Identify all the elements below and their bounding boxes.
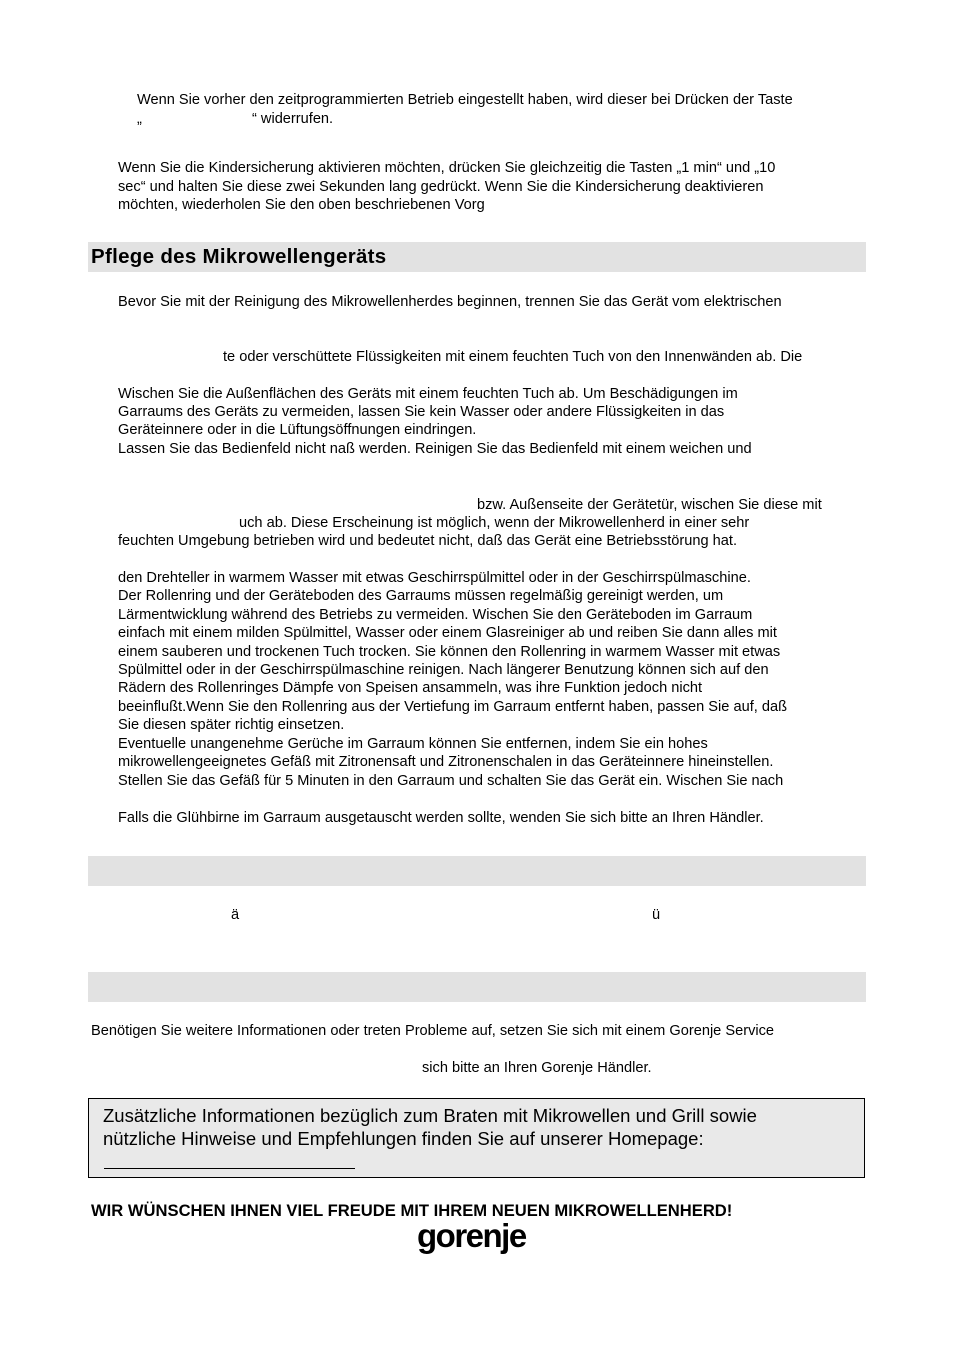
- child-lock-line: Wenn Sie die Kindersicherung aktivieren möchten, drücken Sie gleichzeitig die Tasten „1 min“ und „10: [118, 160, 776, 176]
- care-para-5-line: einfach mit einem milden Spülmittel, Wasser oder einem Glasreiniger ab und reiben Sie dann alles mit: [118, 625, 777, 641]
- care-para-5-line: Spülmittel oder in der Geschirrspülmaschine reinigen. Nach längerer Benutzung können sich auf den: [118, 662, 769, 678]
- care-para-3-line: Geräteinnere oder in die Lüftungsöffnungen eindringen.: [118, 422, 477, 438]
- child-lock-line: möchten, wiederholen Sie den oben beschriebenen Vorg: [118, 197, 485, 213]
- care-para-5-line: Eventuelle unangenehme Gerüche im Garraum können Sie entfernen, indem Sie ein hohes: [118, 736, 708, 752]
- section-two-char-b: ü: [652, 907, 661, 923]
- care-para-3-line: Wischen Sie die Außenflächen des Geräts mit einem feuchten Tuch ab. Um Beschädigungen im: [118, 386, 738, 402]
- care-para-5-line: Rädern des Rollenringes Dämpfe von Speisen ansammeln, was ihre Funktion jedoch nicht: [118, 680, 703, 696]
- care-para-5-line: Sie diesen später richtig einsetzen.: [118, 717, 345, 733]
- section-two-heading: [88, 856, 866, 886]
- service-line-1: Benötigen Sie weitere Informationen oder treten Probleme auf, setzen Sie sich mit einem Gorenje Service: [91, 1023, 775, 1039]
- care-para-5-line: einem sauberen und trockenen Tuch trocken. Sie können den Rollenring in warmem Wasser mit etwas: [118, 644, 781, 660]
- section-two-char-a: ä: [231, 907, 240, 923]
- timer-note-line-1: Wenn Sie vorher den zeitprogrammierten Betrieb eingestellt haben, wird dieser bei Drücken der Taste: [137, 92, 793, 108]
- care-para-5-line: beeinflußt.Wenn Sie den Rollenring aus der Vertiefung im Garraum entfernt haben, passen Sie auf, daß: [118, 699, 788, 715]
- care-para-3-line: Lassen Sie das Bedienfeld nicht naß werden. Reinigen Sie das Bedienfeld mit einem weichen und: [118, 441, 752, 457]
- child-lock-line: sec“ und halten Sie diese zwei Sekunden lang gedrückt. Wenn Sie die Kindersicherung deaktivieren: [118, 179, 764, 195]
- care-para-4-fragment-b: uch ab. Diese Erscheinung ist möglich, wenn der Mikrowellenherd in einer sehr: [239, 515, 750, 531]
- timer-note-line-2: “ widerrufen.: [252, 111, 334, 127]
- care-section-title: Pflege des Mikrowellengeräts: [91, 245, 387, 268]
- service-line-2-fragment: sich bitte an Ihren Gorenje Händler.: [422, 1060, 652, 1076]
- care-para-2-fragment: te oder verschüttete Flüssigkeiten mit einem feuchten Tuch von den Innenwänden ab. Die: [223, 349, 803, 365]
- care-para-3-line: Garraums des Geräts zu vermeiden, lassen Sie kein Wasser oder andere Flüssigkeiten in das: [118, 404, 725, 420]
- closing-message: WIR WÜNSCHEN IHNEN VIEL FREUDE MIT IHREM NEUEN MIKROWELLENHERD!: [91, 1201, 733, 1220]
- care-para-1: Bevor Sie mit der Reinigung des Mikrowellenherdes beginnen, trennen Sie das Gerät vom elektrischen: [118, 294, 782, 310]
- info-box: [88, 1098, 865, 1178]
- care-para-5-line: Lärmentwicklung während des Betriebs zu vermeiden. Wischen Sie den Geräteboden im Garraum: [118, 607, 753, 623]
- homepage-link-underline: [104, 1168, 355, 1169]
- care-para-5-line: mikrowellengeeignetes Gefäß mit Zitronensaft und Zitronenschalen in das Geräteinnere hineinstellen.: [118, 754, 774, 770]
- timer-note-quote-open: „: [137, 111, 142, 127]
- care-section-heading: [88, 242, 866, 272]
- section-three-heading: [88, 972, 866, 1002]
- care-para-5-line: Stellen Sie das Gefäß für 5 Minuten in den Garraum und schalten Sie das Gerät ein. Wischen Sie nach: [118, 773, 784, 789]
- care-para-5-line: Der Rollenring und der Geräteboden des Garraums müssen regelmäßig gereinigt werden, um: [118, 588, 724, 604]
- gorenje-logo: gorenje: [417, 1217, 526, 1254]
- care-para-5-line: den Drehteller in warmem Wasser mit etwas Geschirrspülmittel oder in der Geschirrspülmaschine.: [118, 570, 751, 586]
- bulb-note: Falls die Glühbirne im Garraum ausgetauscht werden sollte, wenden Sie sich bitte an Ihren Händler.: [118, 810, 764, 826]
- info-box-line-2: nützliche Hinweise und Empfehlungen finden Sie auf unserer Homepage:: [103, 1128, 704, 1149]
- care-para-4-line-3: feuchten Umgebung betrieben wird und bedeutet nicht, daß das Gerät eine Betriebsstörung hat.: [118, 533, 738, 549]
- care-para-4-fragment-a: bzw. Außenseite der Gerätetür, wischen Sie diese mit: [477, 497, 822, 513]
- info-box-line-1: Zusätzliche Informationen bezüglich zum Braten mit Mikrowellen und Grill sowie: [103, 1105, 757, 1126]
